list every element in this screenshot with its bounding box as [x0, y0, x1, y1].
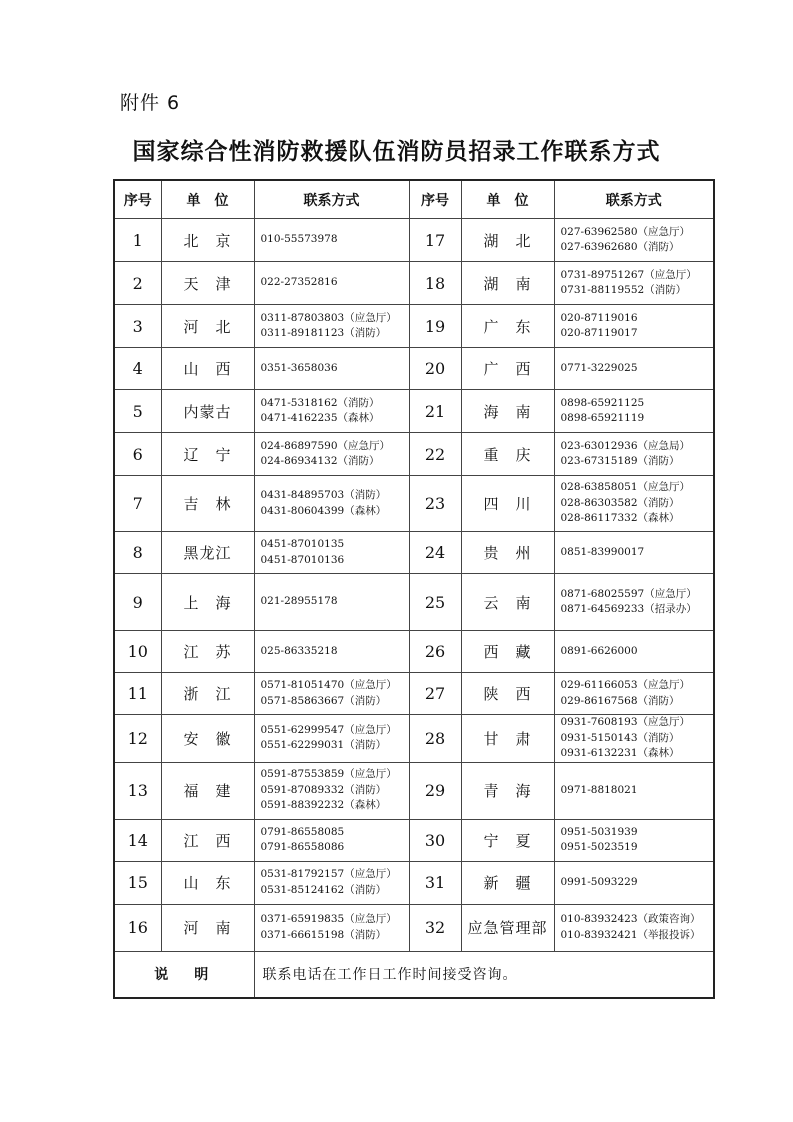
- table-row: [114, 715, 714, 763]
- unit-name-left: 内蒙古: [161, 390, 254, 433]
- unit-name-left: 吉 林: [161, 476, 254, 532]
- unit-name-left: 山 东: [161, 861, 254, 904]
- contact-phone: 010-83932421（举报投诉）: [560, 928, 701, 941]
- unit-name-right: 云 南: [461, 574, 554, 631]
- row-number-right: 18: [409, 262, 461, 305]
- note-row: [114, 951, 714, 998]
- contact-phone: 0551-62999547（应急厅）: [260, 723, 397, 736]
- unit-name-left: 浙 江: [161, 673, 254, 715]
- contact-phone: 010-55573978: [260, 233, 338, 246]
- row-number-left: 12: [114, 715, 161, 763]
- contact-phone: 0591-88392232（森林）: [260, 799, 387, 812]
- table-row: [114, 219, 714, 262]
- table-row: [114, 904, 714, 951]
- contact-cell-left: [254, 390, 409, 433]
- row-number-right: 31: [409, 861, 461, 904]
- header-unit-right: 单 位: [461, 180, 554, 219]
- contact-phone: 0571-81051470（应急厅）: [260, 679, 397, 691]
- row-number-right: 30: [409, 819, 461, 861]
- unit-name-right: 西 藏: [461, 631, 554, 673]
- row-number-right: 17: [409, 219, 461, 262]
- contact-cell-right: [554, 715, 714, 763]
- row-number-left: 8: [114, 532, 161, 574]
- unit-name-right: 四 川: [461, 476, 554, 532]
- unit-name-left: 江 西: [161, 819, 254, 861]
- table-row: [114, 262, 714, 305]
- attachment-label: 附件 6: [120, 92, 181, 114]
- contact-phone: 0451-87010135: [260, 538, 345, 550]
- contact-phone: 0471-4162235（森林）: [260, 412, 380, 424]
- unit-name-right: 青 海: [461, 762, 554, 819]
- row-number-right: 22: [409, 433, 461, 476]
- unit-name-right: 广 东: [461, 305, 554, 348]
- row-number-left: 10: [114, 631, 161, 673]
- contact-phone: 0591-87089332（消防）: [260, 783, 387, 796]
- contact-cell-right: [554, 476, 714, 532]
- contact-phone: 0311-89181123（消防）: [260, 327, 387, 339]
- table-row: [114, 433, 714, 476]
- contact-phone: 022-27352816: [260, 276, 338, 289]
- contact-phone: 020-87119016: [560, 311, 638, 324]
- contact-cell-left: [254, 819, 409, 861]
- contact-phone: 028-86303582（消防）: [560, 496, 680, 509]
- contact-phone: 028-63858051（应急厅）: [560, 481, 691, 494]
- contact-phone: 0898-65921125: [560, 396, 645, 409]
- unit-name-left: 河 北: [161, 305, 254, 348]
- contact-phone: 0431-80604399（森林）: [260, 504, 387, 517]
- contact-cell-left: [254, 904, 409, 951]
- contact-cell-left: [254, 762, 409, 819]
- contact-phone: 0851-83990017: [560, 545, 645, 558]
- table-row: [114, 574, 714, 631]
- unit-name-right: 广 西: [461, 348, 554, 390]
- unit-name-right: 贵 州: [461, 532, 554, 574]
- unit-name-left: 天 津: [161, 262, 254, 305]
- row-number-right: 32: [409, 904, 461, 951]
- table-row: [114, 861, 714, 904]
- contact-cell-left: [254, 715, 409, 763]
- unit-name-right: 重 庆: [461, 433, 554, 476]
- table-row: [114, 762, 714, 819]
- row-number-left: 15: [114, 861, 161, 904]
- header-no-left: 序号: [114, 180, 161, 219]
- contact-cell-right: [554, 819, 714, 861]
- contact-phone: 0351-3658036: [260, 361, 338, 374]
- contact-cell-left: [254, 476, 409, 532]
- table-row: [114, 819, 714, 861]
- unit-name-right: 陕 西: [461, 673, 554, 715]
- contact-phone: 0371-65919835（应急厅）: [260, 913, 397, 925]
- unit-name-left: 福 建: [161, 762, 254, 819]
- row-number-right: 20: [409, 348, 461, 390]
- contact-cell-left: [254, 574, 409, 631]
- unit-name-left: 河 南: [161, 904, 254, 951]
- contact-phone: 027-63962680（消防）: [560, 241, 680, 253]
- contact-phone: 029-61166053（应急厅）: [560, 679, 691, 691]
- row-number-left: 3: [114, 305, 161, 348]
- contact-phone: 0311-87803803（应急厅）: [260, 311, 397, 324]
- unit-name-left: 北 京: [161, 219, 254, 262]
- contact-phone: 024-86897590（应急厅）: [260, 439, 391, 452]
- document-title: 国家综合性消防救援队伍消防员招录工作联系方式: [132, 138, 661, 165]
- unit-name-right: 湖 北: [461, 219, 554, 262]
- row-number-left: 9: [114, 574, 161, 631]
- row-number-right: 29: [409, 762, 461, 819]
- contact-phone: 0871-68025597（应急厅）: [560, 587, 697, 600]
- unit-name-right: 海 南: [461, 390, 554, 433]
- contact-cell-left: [254, 219, 409, 262]
- contact-cell-left: [254, 673, 409, 715]
- contact-cell-right: [554, 390, 714, 433]
- contact-phone: 0371-66615198（消防）: [260, 928, 387, 941]
- unit-name-left: 安 徽: [161, 715, 254, 763]
- header-unit-left: 单 位: [161, 180, 254, 219]
- contact-phone: 024-86934132（消防）: [260, 455, 380, 467]
- contact-cell-left: [254, 532, 409, 574]
- contact-phone: 0931-6132231（森林）: [560, 747, 680, 759]
- unit-name-left: 辽 宁: [161, 433, 254, 476]
- table-header-row: [114, 180, 714, 219]
- contact-phone: 0431-84895703（消防）: [260, 489, 387, 501]
- unit-name-right: 新 疆: [461, 861, 554, 904]
- unit-name-left: 上 海: [161, 574, 254, 631]
- row-number-right: 27: [409, 673, 461, 715]
- table-row: [114, 673, 714, 715]
- contact-phone: 028-86117332（森林）: [560, 512, 680, 525]
- contact-cell-left: [254, 631, 409, 673]
- contact-cell-left: [254, 305, 409, 348]
- contact-cell-right: [554, 574, 714, 631]
- table-row: [114, 305, 714, 348]
- contact-phone: 0591-87553859（应急厅）: [260, 768, 397, 781]
- contact-cell-right: [554, 532, 714, 574]
- contact-cell-left: [254, 433, 409, 476]
- unit-name-left: 黑龙江: [161, 532, 254, 574]
- contact-phone: 0898-65921119: [560, 412, 645, 424]
- table-row: [114, 390, 714, 433]
- contact-phone: 0451-87010136: [260, 553, 345, 566]
- contact-phone: 0731-89751267（应急厅）: [560, 268, 697, 281]
- contact-cell-left: [254, 262, 409, 305]
- table-row: [114, 476, 714, 532]
- header-no-right: 序号: [409, 180, 461, 219]
- unit-name-right: 甘 肃: [461, 715, 554, 763]
- unit-name-left: 江 苏: [161, 631, 254, 673]
- contact-phone: 0791-86558085: [260, 825, 345, 838]
- row-number-right: 26: [409, 631, 461, 673]
- contact-phone: 0891-6626000: [560, 644, 638, 657]
- unit-name-right: 应急管理部: [461, 904, 554, 951]
- contact-phone: 029-86167568（消防）: [560, 694, 680, 707]
- unit-name-right: 宁 夏: [461, 819, 554, 861]
- contact-phone: 020-87119017: [560, 327, 638, 339]
- row-number-right: 25: [409, 574, 461, 631]
- contact-phone: 0931-7608193（应急厅）: [560, 716, 691, 728]
- contact-phone: 0551-62299031（消防）: [260, 739, 387, 752]
- contact-phone: 025-86335218: [260, 644, 338, 657]
- row-number-left: 14: [114, 819, 161, 861]
- row-number-left: 5: [114, 390, 161, 433]
- contact-phone: 0471-5318162（消防）: [260, 396, 380, 409]
- contact-cell-right: [554, 433, 714, 476]
- contact-cell-right: [554, 631, 714, 673]
- contacts-table: [113, 179, 715, 999]
- contact-phone: 0931-5150143（消防）: [560, 731, 680, 744]
- contact-phone: 0531-85124162（消防）: [260, 883, 387, 896]
- contact-phone: 0951-5031939: [560, 825, 638, 838]
- header-contact-left: 联系方式: [254, 180, 409, 219]
- row-number-left: 11: [114, 673, 161, 715]
- contact-cell-right: [554, 861, 714, 904]
- contact-phone: 021-28955178: [260, 595, 338, 608]
- row-number-right: 24: [409, 532, 461, 574]
- contact-phone: 0971-8818021: [560, 783, 638, 796]
- contact-phone: 0871-64569233（招录办）: [560, 603, 697, 615]
- contact-phone: 023-67315189（消防）: [560, 455, 680, 467]
- contact-cell-right: [554, 348, 714, 390]
- note-text: 联系电话在工作日工作时间接受咨询。: [254, 951, 714, 998]
- contact-phone: 0791-86558086: [260, 841, 345, 853]
- header-contact-right: 联系方式: [554, 180, 714, 219]
- row-number-left: 1: [114, 219, 161, 262]
- table-row: [114, 532, 714, 574]
- contact-phone: 010-83932423（政策咨询）: [560, 913, 701, 925]
- contact-phone: 023-63012936（应急局）: [560, 439, 691, 452]
- unit-name-right: 湖 南: [461, 262, 554, 305]
- contact-phone: 0531-81792157（应急厅）: [260, 868, 397, 880]
- row-number-right: 28: [409, 715, 461, 763]
- row-number-left: 4: [114, 348, 161, 390]
- contact-phone: 0731-88119552（消防）: [560, 284, 687, 296]
- contact-cell-left: [254, 348, 409, 390]
- table-row: [114, 348, 714, 390]
- contact-phone: 0991-5093229: [560, 875, 638, 888]
- row-number-right: 19: [409, 305, 461, 348]
- note-label: 说 明: [114, 951, 254, 998]
- row-number-left: 6: [114, 433, 161, 476]
- contact-cell-right: [554, 904, 714, 951]
- contact-cell-right: [554, 305, 714, 348]
- row-number-right: 23: [409, 476, 461, 532]
- contact-phone: 0951-5023519: [560, 841, 638, 853]
- row-number-left: 7: [114, 476, 161, 532]
- contact-cell-right: [554, 262, 714, 305]
- contact-cell-right: [554, 673, 714, 715]
- contact-cell-left: [254, 861, 409, 904]
- row-number-left: 2: [114, 262, 161, 305]
- row-number-left: 16: [114, 904, 161, 951]
- contact-phone: 0571-85863667（消防）: [260, 694, 387, 707]
- table-row: [114, 631, 714, 673]
- unit-name-left: 山 西: [161, 348, 254, 390]
- row-number-left: 13: [114, 762, 161, 819]
- contact-cell-right: [554, 219, 714, 262]
- contact-phone: 0771-3229025: [560, 361, 638, 374]
- contact-cell-right: [554, 762, 714, 819]
- contact-phone: 027-63962580（应急厅）: [560, 225, 691, 238]
- row-number-right: 21: [409, 390, 461, 433]
